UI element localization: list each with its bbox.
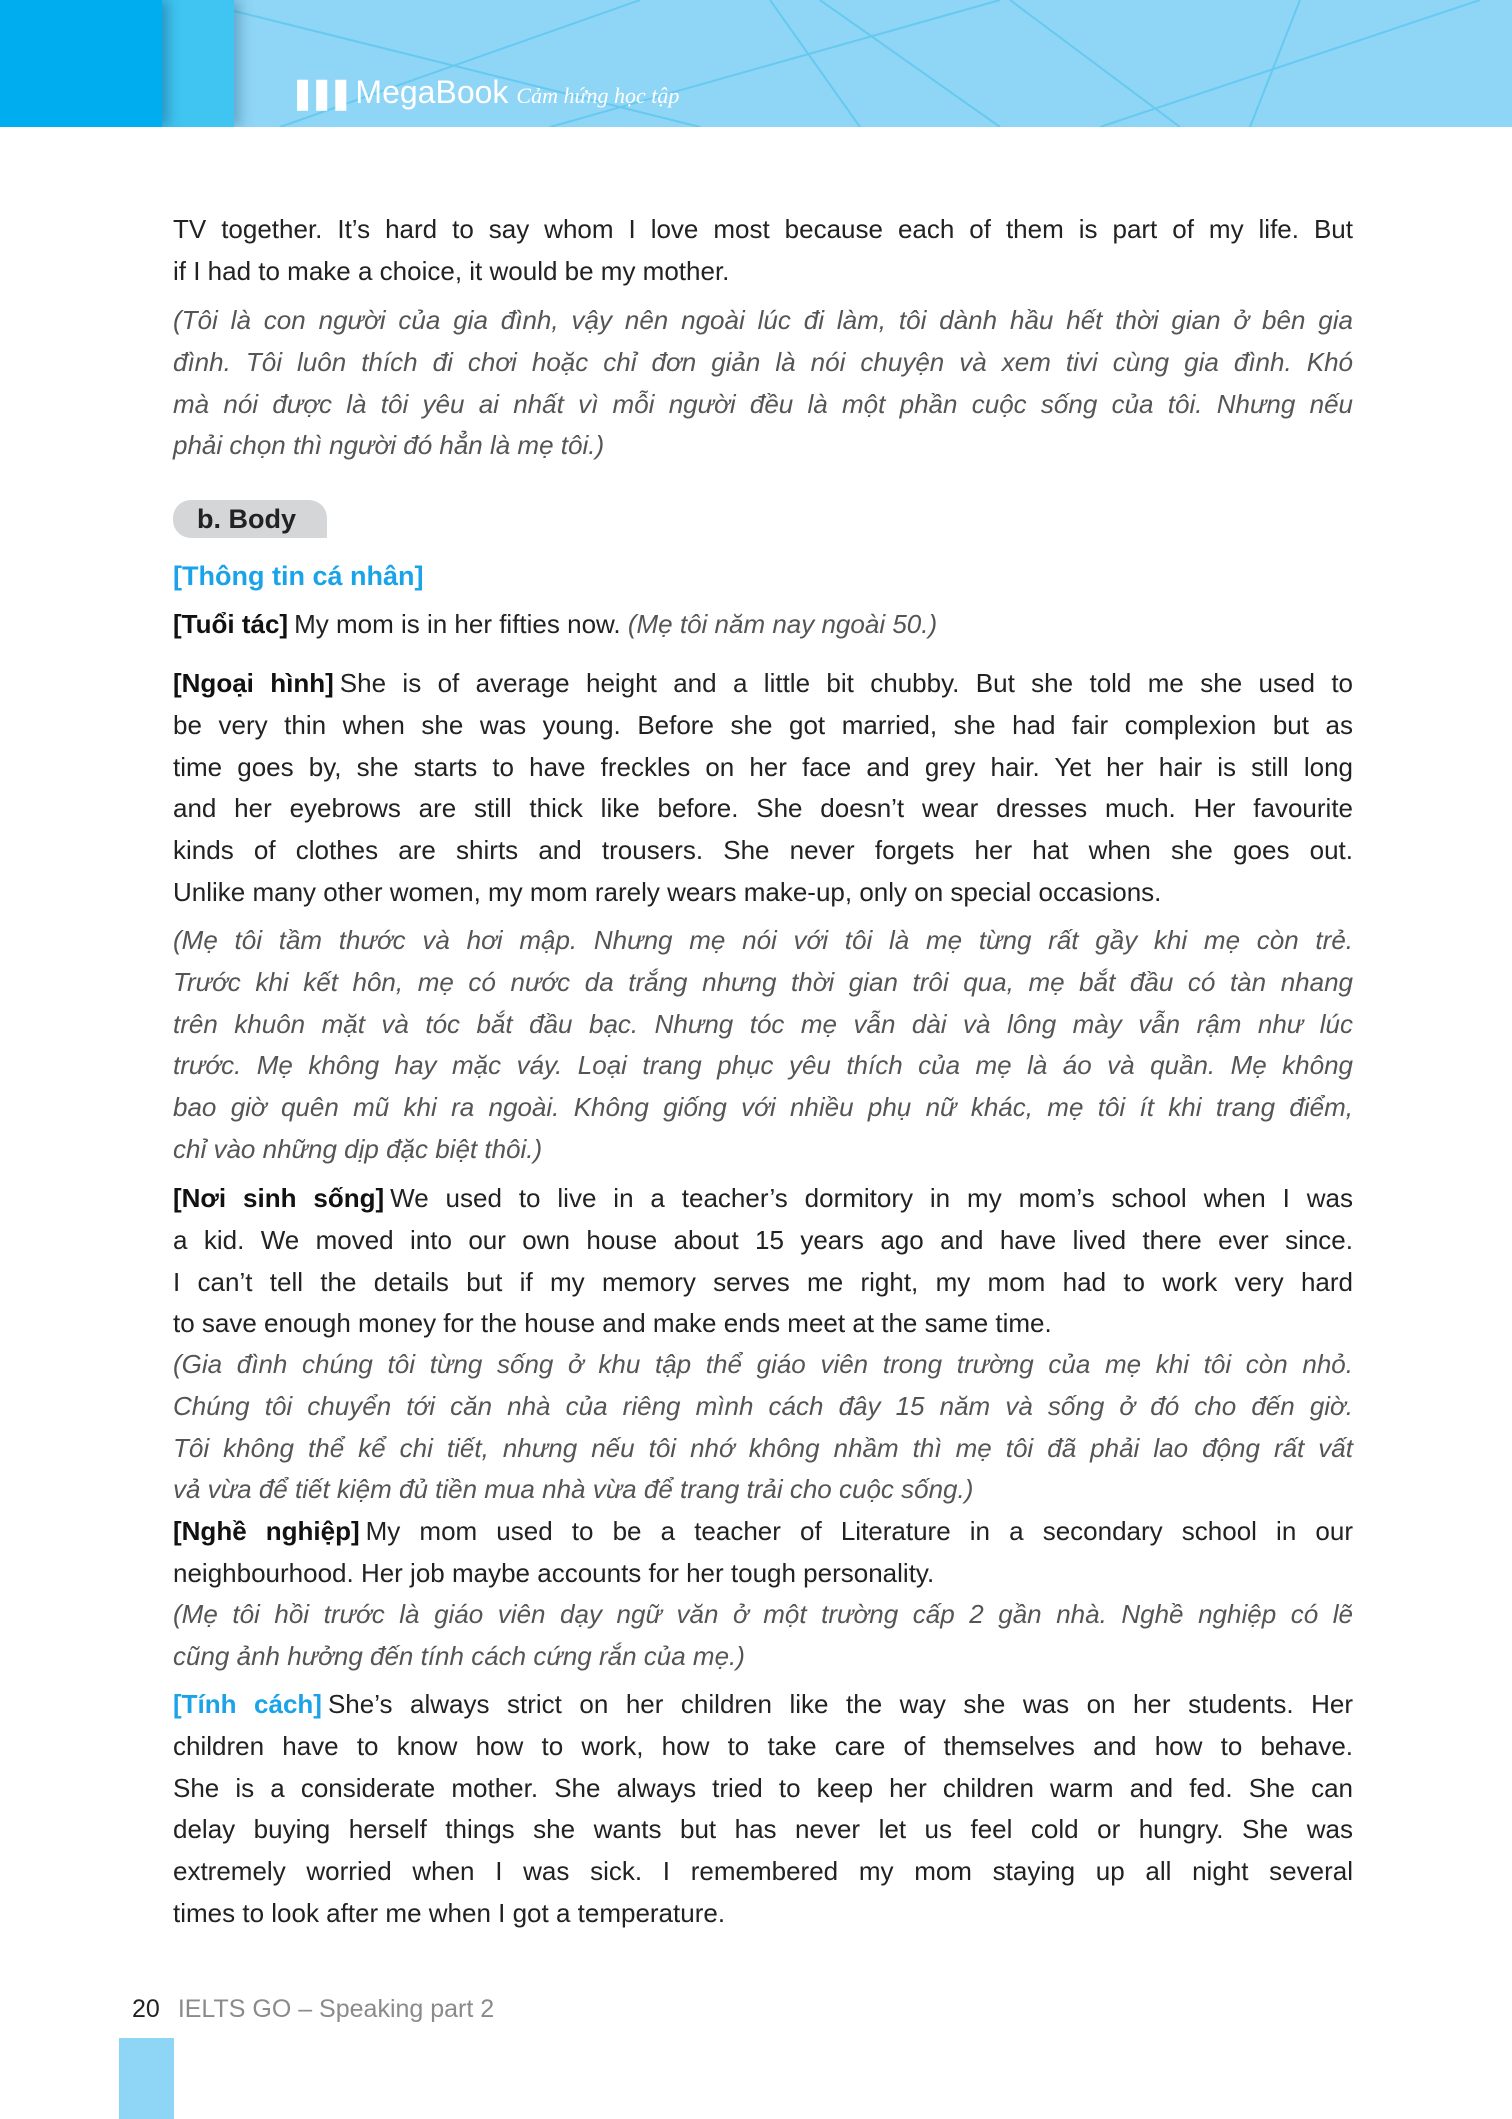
paragraph-label: [Nghề nghiệp] [173,1516,360,1546]
text-line: children have to know how to work, how to take care of themselves and how to behave. [173,1730,1353,1761]
header-accent-mid [162,0,234,127]
text-line [173,1178,1353,1220]
text-line [173,1684,1353,1726]
text-line: (Tôi là con người của gia đình, vậy nên ngoài lúc đi làm, tôi dành hầu hết thời gian ở bên gia [173,305,1353,335]
text-line: times to look after me when I got a temperature. [173,1897,726,1928]
text-line: neighbourhood. Her job maybe accounts for her tough personality. [173,1557,935,1588]
brand-name: MegaBook [355,74,509,110]
age-vi: (Mẹ tôi năm nay ngoài 50.) [627,609,938,639]
job-en [173,1511,1353,1595]
text-line: time goes by, she starts to have freckles on her face and grey hair. Yet her hair is still long [173,751,1353,782]
text-line: a kid. We moved into our own house about 15 years ago and have lived there ever since. [173,1224,1353,1255]
section-label: b. Body [173,500,327,538]
footer-accent-bar [119,2038,174,2119]
text-line: be very thin when she was young. Before she got married, she had fair complexion but as [173,709,1353,740]
text-line: and her eyebrows are still thick like before. She doesn’t wear dresses much. Her favourite [173,793,1353,824]
text-line: chỉ vào những dịp đặc biệt thôi.) [173,1133,543,1164]
job-vi [173,1594,1353,1678]
page-number: 20 [132,1995,160,2023]
text-line: phải chọn thì người đó hẳn là mẹ tôi.) [173,430,605,461]
text-line: TV together. It’s hard to say whom I love most because each of them is part of my life. But [173,214,1353,244]
text-line: trên khuôn mặt và tóc bắt đầu bạc. Nhưng tóc mẹ vẫn dài và lông mày vẫn rậm như lúc [173,1008,1353,1039]
appearance-en [173,663,1353,914]
text-line: đình. Tôi luôn thích đi chơi hoặc chỉ đơn giản là nói chuyện và xem tivi cùng gia đình. Khó [173,346,1353,377]
text-line: delay buying herself things she wants but has never let us feel cold or hungry. She was [173,1814,1353,1845]
text-line: kinds of clothes are shirts and trousers. She never forgets her hat when she goes out. [173,835,1353,866]
text-line: I can’t tell the details but if my memory serves me right, my mom had to work very hard [173,1266,1353,1297]
text-line: to save enough money for the house and make ends meet at the same time. [173,1308,1052,1339]
paragraph-label: [Ngoại hình] [173,668,334,698]
megabook-logo-icon: ❚❚❚ [290,77,348,110]
megabook-logo [290,74,679,111]
intro-vi [173,300,1353,467]
page-footer [132,1992,494,2026]
age-en: My mom is in her fifties now. [294,609,621,639]
text-line: Chúng tôi chuyển tới căn nhà của riêng mình cách đây 15 năm và sống ở đó cho đến giờ. [173,1390,1353,1421]
intro-en [173,209,1353,293]
text-line [173,663,1353,705]
residence-en [173,1178,1353,1345]
line-text: My mom used to be a teacher of Literature in a secondary school in our [365,1516,1353,1546]
page-header [0,0,1512,127]
text-line: (Mẹ tôi hồi trước là giáo viên dạy ngữ văn ở một trường cấp 2 gần nhà. Nghề nghiệp có lẽ [173,1599,1353,1629]
text-line: vả vừa để tiết kiệm đủ tiền mua nhà vừa để trang trải cho cuộc sống.) [173,1474,974,1505]
header-accent-dark [0,0,162,127]
book-title: IELTS GO – Speaking part 2 [177,1995,495,2023]
text-line: bao giờ quên mũ khi ra ngoài. Không giống với nhiều phụ nữ khác, mẹ tôi ít khi trang điểm, [173,1092,1353,1123]
text-line: Unlike many other women, my mom rarely wears make-up, only on special occasions. [173,876,1162,907]
personality-en [173,1684,1353,1935]
line-text: She is of average height and a little bit chubby. But she told me she used to [339,668,1354,698]
paragraph-label: [Tính cách] [173,1689,322,1719]
text-line: Tôi không thể kể chi tiết, nhưng nếu tôi nhớ không nhầm thì mẹ tôi đã phải lao động rất vất [173,1432,1353,1463]
section-heading: [Thông tin cá nhân] [173,561,424,591]
line-text: She’s always strict on her children like the way she was on her students. Her [327,1689,1354,1719]
text-line: Trước khi kết hôn, mẹ có nước da trắng nhưng thời gian trôi qua, mẹ bắt đầu có tàn nhang [173,966,1353,997]
text-line: cũng ảnh hưởng đến tính cách cứng rắn của mẹ.) [173,1640,745,1671]
age-label: [Tuổi tác] [173,609,289,639]
text-line: if I had to make a choice, it would be my mother. [173,255,730,286]
residence-vi [173,1344,1353,1511]
text-line: extremely worried when I was sick. I remembered my mom staying up all night several [173,1856,1353,1887]
line-text: We used to live in a teacher’s dormitory in my mom’s school when I was [390,1183,1353,1213]
text-line: trước. Mẹ không hay mặc váy. Loại trang phục yêu thích của mẹ là áo và quần. Mẹ không [173,1050,1353,1081]
age-paragraph [173,604,1353,646]
brand-tagline: Cảm hứng học tập [516,83,680,108]
text-line [173,1511,1353,1553]
text-line: She is a considerate mother. She always tried to keep her children warm and fed. She can [173,1772,1353,1803]
appearance-vi [173,920,1353,1171]
text-line: mà nói được là tôi yêu ai nhất vì mỗi người đều là một phần cuộc sống của tôi. Nhưng nếu [173,388,1353,419]
paragraph-label: [Nơi sinh sống] [173,1183,385,1213]
text-line: (Gia đình chúng tôi từng sống ở khu tập thể giáo viên trong trường của mẹ khi tôi còn nhỏ. [173,1349,1353,1379]
text-line: (Mẹ tôi tầm thước và hơi mập. Nhưng mẹ nói với tôi là mẹ từng rất gầy khi mẹ còn trẻ. [173,925,1353,955]
